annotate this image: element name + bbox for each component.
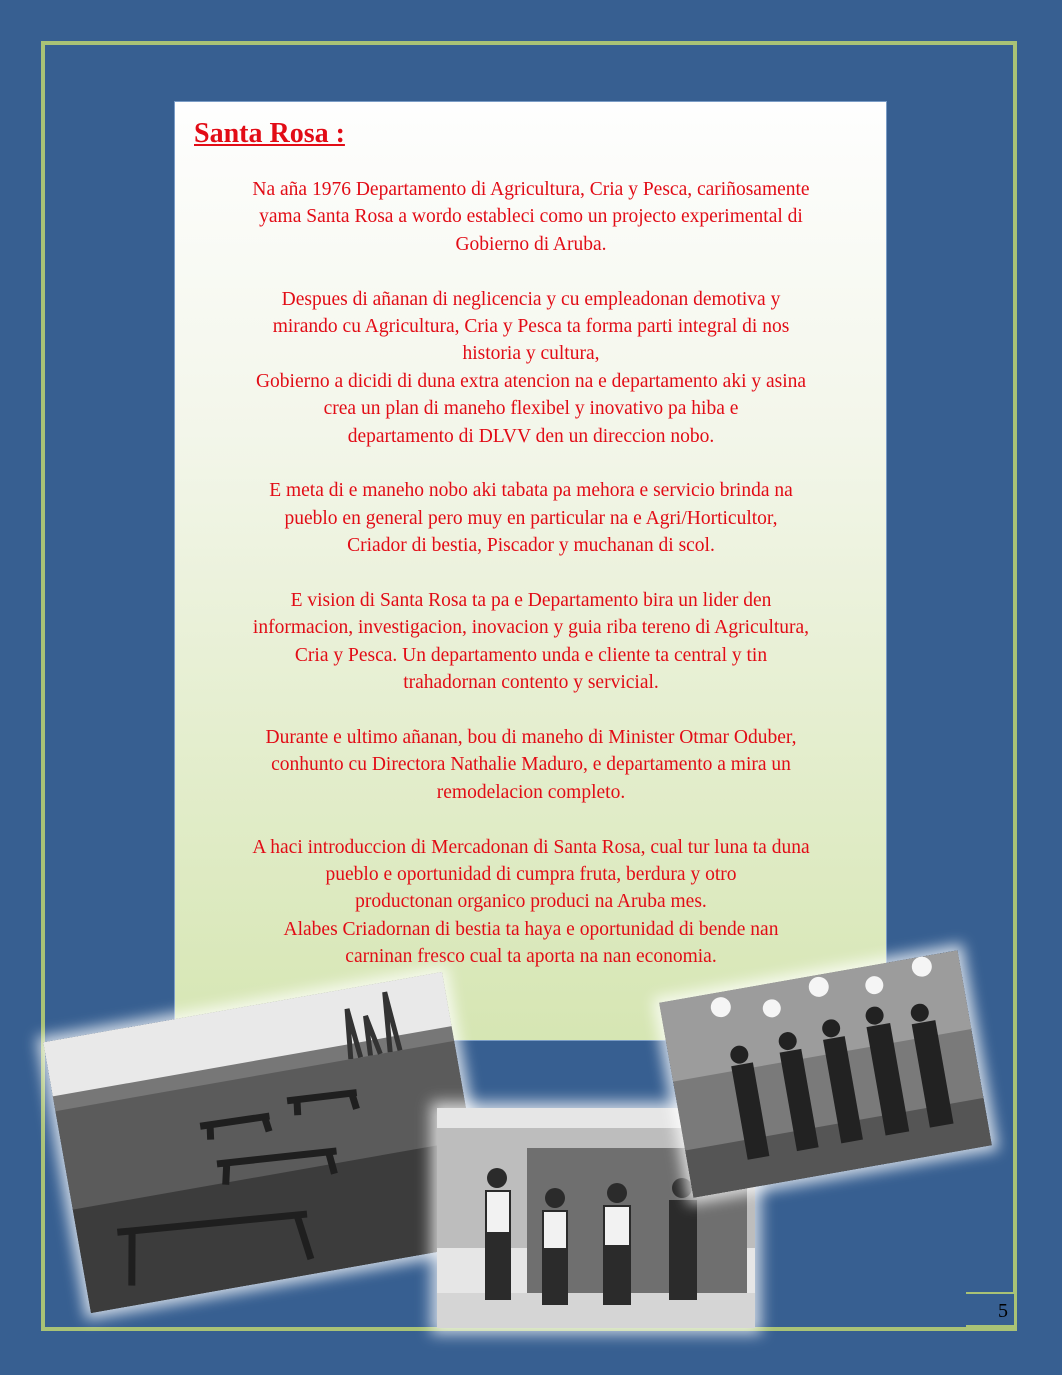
text-line: Criador di bestia, Piscador y muchanan di scol. — [347, 535, 715, 557]
paragraph — [190, 176, 872, 258]
text-line: Gobierno di Aruba. — [455, 233, 607, 255]
text-line: mirando cu Agricultura, Cria y Pesca ta forma parti integral di nos — [272, 316, 790, 338]
text-line: yama Santa Rosa a wordo estableci como un projecto experimental di — [259, 206, 803, 228]
text-line: pueblo e oportunidad di cumpra fruta, berdura y otro — [325, 864, 737, 886]
text-line: Durante e ultimo añanan, bou di maneho di Minister Otmar Oduber, — [265, 727, 797, 749]
paragraph — [190, 477, 872, 559]
text-line: Na aña 1976 Departamento di Agricultura, Cria y Pesca, cariñosamente — [252, 179, 810, 200]
paragraph — [190, 834, 872, 971]
text-line: carninan fresco cual ta aporta na nan economia. — [345, 946, 717, 968]
text-line: E meta di e maneho nobo aki tabata pa mehora e servicio brinda na — [269, 480, 793, 502]
text-line: historia y cultura, — [462, 343, 600, 365]
text-line: departamento di DLVV den un direccion nobo. — [347, 425, 715, 447]
text-line: productonan organico produci na Aruba mes. — [355, 891, 707, 913]
text-line: A haci introduccion di Mercadonan di Santa Rosa, cual tur luna ta duna — [252, 836, 810, 858]
text-line: Gobierno a dicidi di duna extra atencion na e departamento aki y asina — [255, 370, 807, 392]
text-line: crea un plan di maneho flexibel y inovativo pa hiba e — [323, 398, 739, 420]
page-title: Santa Rosa : — [194, 118, 345, 149]
text-line: pueblo en general pero muy en particular na e Agri/Horticultor, — [284, 507, 778, 529]
paragraph — [190, 724, 872, 806]
text-line: Despues di añanan di neglicencia y cu empleadonan demotiva y — [281, 288, 781, 310]
text-line: E vision di Santa Rosa ta pa e Departamento bira un lider den — [290, 590, 772, 612]
text-line: trahadornan contento y servicial. — [403, 672, 659, 694]
text-line: Cria y Pesca. Un departamento unda e cliente ta central y tin — [294, 644, 768, 666]
paragraph — [190, 587, 872, 697]
text-line: remodelacion completo. — [436, 781, 626, 803]
text-line: conhunto cu Directora Nathalie Maduro, e departamento a mira un — [271, 754, 791, 776]
text-line: informacion, investigacion, inovacion y guia riba tereno di Agricultura, — [252, 617, 810, 639]
text-line: Alabes Criadornan di bestia ta haya e oportunidad di bende nan — [283, 918, 779, 940]
page-number: 5 — [966, 1292, 1014, 1328]
paragraph — [190, 286, 872, 450]
article-body — [190, 176, 872, 971]
